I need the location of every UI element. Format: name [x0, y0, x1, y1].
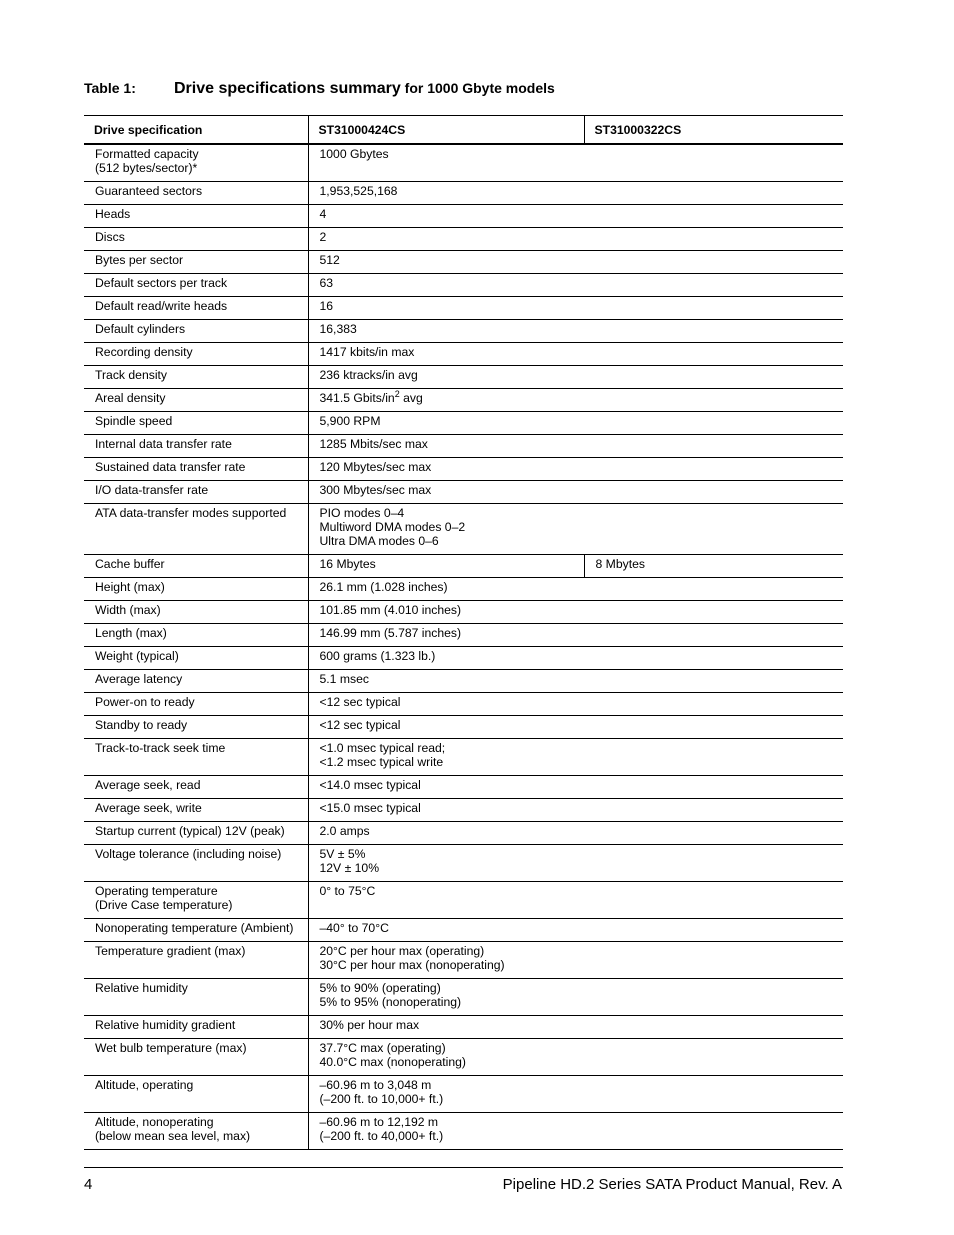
table-row [84, 739, 843, 776]
spec-value-cell: –40° to 70°C [308, 919, 843, 942]
spec-value-cell: 300 Mbytes/sec max [308, 481, 843, 504]
table-row [84, 716, 843, 739]
table-row [84, 343, 843, 366]
spec-value-cell [308, 389, 843, 412]
table-row [84, 1039, 843, 1076]
table-row [84, 182, 843, 205]
spec-value-cell: 600 grams (1.323 lb.) [308, 647, 843, 670]
table-row [84, 297, 843, 320]
spec-name-cell: Voltage tolerance (including noise) [84, 845, 308, 882]
header-drive-specification: Drive specification [84, 116, 308, 145]
table-row [84, 320, 843, 343]
spec-name-cell: Altitude, operating [84, 1076, 308, 1113]
table-row [84, 693, 843, 716]
spec-value-cell: 37.7°C max (operating) 40.0°C max (nonoperating) [308, 1039, 843, 1076]
spec-value-cell: 2.0 amps [308, 822, 843, 845]
spec-value-cell: 5V ± 5% 12V ± 10% [308, 845, 843, 882]
table-row [84, 601, 843, 624]
table-title: Drive specifications summary [174, 80, 401, 97]
spec-name-cell: Width (max) [84, 601, 308, 624]
spec-name-cell: Spindle speed [84, 412, 308, 435]
spec-name-cell: Discs [84, 228, 308, 251]
table-row [84, 458, 843, 481]
spec-value-cell: 4 [308, 205, 843, 228]
spec-value-cell: <14.0 msec typical [308, 776, 843, 799]
table-row [84, 624, 843, 647]
table-row [84, 776, 843, 799]
spec-value-cell: 5% to 90% (operating) 5% to 95% (nonoperating) [308, 979, 843, 1016]
spec-value-cell: PIO modes 0–4 Multiword DMA modes 0–2 Ultra DMA modes 0–6 [308, 504, 843, 555]
table-row [84, 389, 843, 412]
spec-name-cell: Default read/write heads [84, 297, 308, 320]
spec-value-cell: 1,953,525,168 [308, 182, 843, 205]
table-row [84, 1016, 843, 1039]
spec-value-cell: 30% per hour max [308, 1016, 843, 1039]
spec-value-cell: <15.0 msec typical [308, 799, 843, 822]
spec-name-cell: Track-to-track seek time [84, 739, 308, 776]
spec-name-cell: Relative humidity gradient [84, 1016, 308, 1039]
footer-rule [84, 1167, 843, 1168]
spec-name-cell: Temperature gradient (max) [84, 942, 308, 979]
drive-specifications-table [84, 115, 843, 1150]
table-row [84, 228, 843, 251]
spec-name-cell: Default cylinders [84, 320, 308, 343]
header-model-st31000322cs: ST31000322CS [584, 116, 843, 145]
table-header-row [84, 116, 843, 145]
spec-value-cell: 5,900 RPM [308, 412, 843, 435]
spec-value-cell-model-2: 8 Mbytes [584, 555, 843, 578]
spec-value-superscript: 2 [394, 388, 400, 399]
spec-value-cell: <12 sec typical [308, 716, 843, 739]
table-row [84, 919, 843, 942]
spec-value-cell: –60.96 m to 12,192 m (–200 ft. to 40,000+ ft.) [308, 1113, 843, 1150]
table-row [84, 435, 843, 458]
spec-value-cell: 5.1 msec [308, 670, 843, 693]
table-caption [84, 80, 844, 98]
spec-name-cell: Length (max) [84, 624, 308, 647]
spec-name-cell: Track density [84, 366, 308, 389]
manual-title: Pipeline HD.2 Series SATA Product Manual, Rev. A [502, 1176, 842, 1193]
spec-value-cell: 26.1 mm (1.028 inches) [308, 578, 843, 601]
spec-name-cell: Average seek, read [84, 776, 308, 799]
spec-name-cell: Power-on to ready [84, 693, 308, 716]
spec-name-cell: Cache buffer [84, 555, 308, 578]
table-row [84, 481, 843, 504]
table-row [84, 799, 843, 822]
table-row [84, 504, 843, 555]
spec-value-cell: 101.85 mm (4.010 inches) [308, 601, 843, 624]
spec-value-cell: 16,383 [308, 320, 843, 343]
table-row [84, 979, 843, 1016]
spec-name-cell: Average seek, write [84, 799, 308, 822]
spec-value-cell: 16 Mbytes [308, 555, 584, 578]
spec-name-cell: Formatted capacity (512 bytes/sector)* [84, 144, 308, 182]
spec-value-cell: 0° to 75°C [308, 882, 843, 919]
spec-name-cell: Recording density [84, 343, 308, 366]
spec-name-cell: Default sectors per track [84, 274, 308, 297]
spec-value-cell: 1285 Mbits/sec max [308, 435, 843, 458]
table-body [84, 144, 843, 1150]
spec-name-cell: Weight (typical) [84, 647, 308, 670]
spec-name-cell: Bytes per sector [84, 251, 308, 274]
table-title-suffix: for 1000 Gbyte models [400, 80, 555, 96]
table-row [84, 845, 843, 882]
spec-name-cell: Heads [84, 205, 308, 228]
spec-value-cell: 120 Mbytes/sec max [308, 458, 843, 481]
spec-name-cell: Areal density [84, 389, 308, 412]
spec-value-cell: 16 [308, 297, 843, 320]
spec-value-cell: 63 [308, 274, 843, 297]
table-row [84, 412, 843, 435]
table-row [84, 251, 843, 274]
spec-name-cell: Wet bulb temperature (max) [84, 1039, 308, 1076]
table-row [84, 366, 843, 389]
header-model-st31000424cs: ST31000424CS [308, 116, 584, 145]
spec-name-cell: I/O data-transfer rate [84, 481, 308, 504]
spec-value-text: 341.5 Gbits/in [319, 391, 395, 405]
spec-name-cell: Sustained data transfer rate [84, 458, 308, 481]
spec-name-cell: Height (max) [84, 578, 308, 601]
table-row [84, 1113, 843, 1150]
page-number: 4 [84, 1176, 93, 1193]
spec-name-cell: Standby to ready [84, 716, 308, 739]
spec-name-cell: Average latency [84, 670, 308, 693]
spec-name-cell: Relative humidity [84, 979, 308, 1016]
table-row [84, 647, 843, 670]
table-row [84, 1076, 843, 1113]
table-row [84, 670, 843, 693]
spec-value-cell: 236 ktracks/in avg [308, 366, 843, 389]
spec-name-cell: Internal data transfer rate [84, 435, 308, 458]
table-row [84, 942, 843, 979]
spec-value-cell: <1.0 msec typical read; <1.2 msec typical write [308, 739, 843, 776]
spec-value-cell: 2 [308, 228, 843, 251]
table-row [84, 555, 843, 578]
spec-value-cell: 512 [308, 251, 843, 274]
spec-value-cell: 1000 Gbytes [308, 144, 843, 182]
table-row [84, 144, 843, 182]
spec-value-suffix: avg [399, 391, 423, 405]
spec-name-cell: Altitude, nonoperating (below mean sea level, max) [84, 1113, 308, 1150]
table-row [84, 882, 843, 919]
table-row [84, 205, 843, 228]
spec-value-cell: 1417 kbits/in max [308, 343, 843, 366]
spec-name-cell: Guaranteed sectors [84, 182, 308, 205]
table-row [84, 274, 843, 297]
table-row [84, 822, 843, 845]
spec-value-cell: 20°C per hour max (operating) 30°C per hour max (nonoperating) [308, 942, 843, 979]
table-row [84, 578, 843, 601]
spec-value-cell: <12 sec typical [308, 693, 843, 716]
table-number: Table 1: [84, 80, 136, 96]
spec-value-cell: 146.99 mm (5.787 inches) [308, 624, 843, 647]
spec-name-cell: ATA data-transfer modes supported [84, 504, 308, 555]
spec-value-cell: –60.96 m to 3,048 m (–200 ft. to 10,000+ ft.) [308, 1076, 843, 1113]
spec-name-cell: Startup current (typical) 12V (peak) [84, 822, 308, 845]
spec-name-cell: Operating temperature (Drive Case temperature) [84, 882, 308, 919]
spec-name-cell: Nonoperating temperature (Ambient) [84, 919, 308, 942]
